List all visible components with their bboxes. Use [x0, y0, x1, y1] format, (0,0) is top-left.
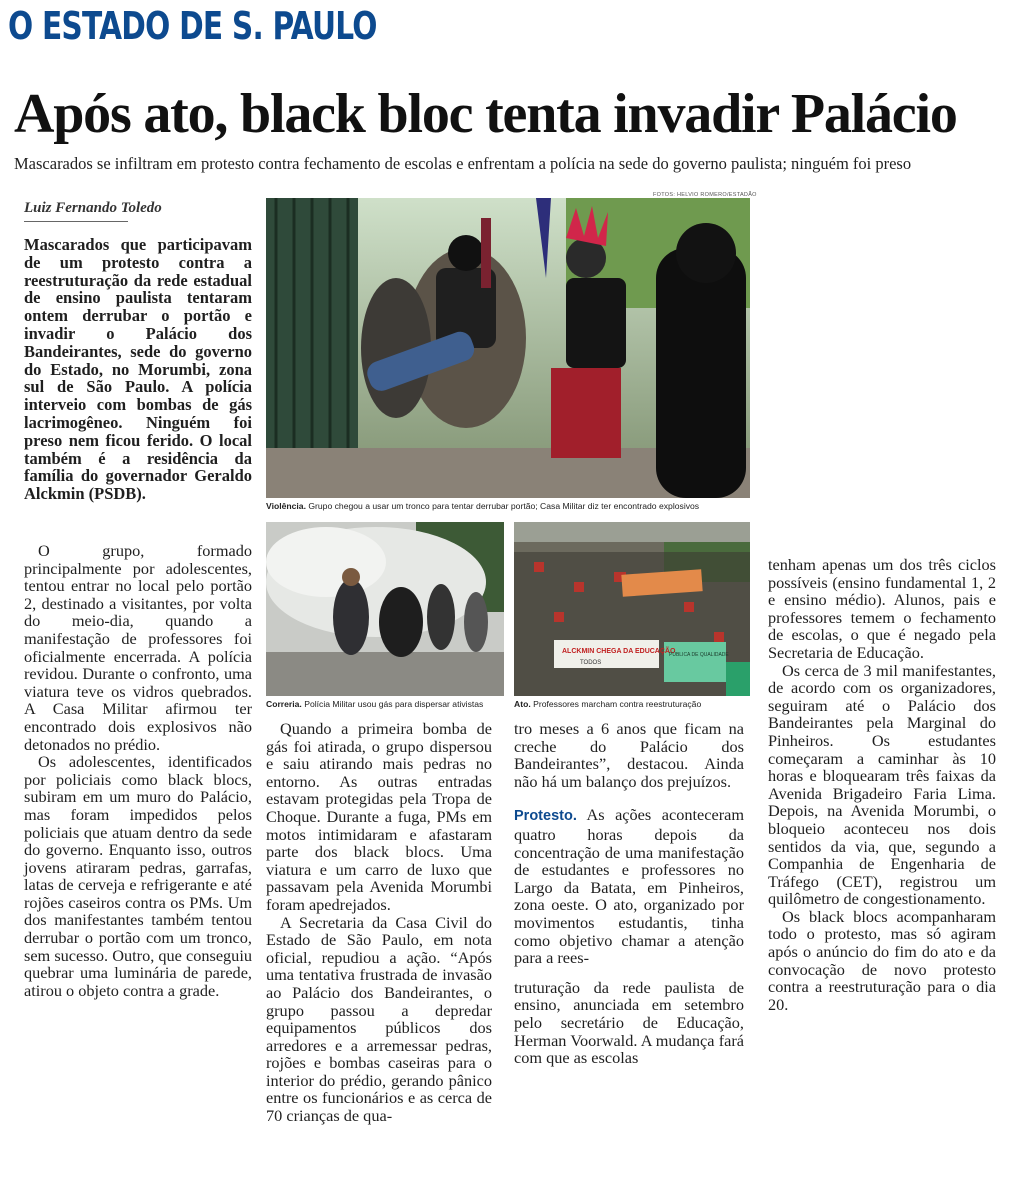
col2-paragraph-1: Quando a primeira bomba de gás foi atirada, o grupo dispersou e saiu atirando mais pedras no entorno. As outras entradas estavam protegidas pela Tropa de Choque. Durante a fuga, PMs em motos intimidaram e afastaram parte dos black blocs. Uma viatura e um carro de luxo que passavam pela Avenida Morumbi foram apedrejados.: [266, 719, 492, 914]
right-caption-label: Ato.: [514, 699, 531, 709]
masthead: O ESTADO DE S. PAULO: [8, 4, 377, 48]
col4-paragraph-3: Os black blocs acompanharam todo o protesto, mas só agiram após o anúncio do fim do ato e da convocação de novo protesto contra a reestruturação para o dia 20.: [768, 906, 996, 1014]
main-photo-image: [266, 198, 750, 498]
col3-section: [514, 806, 744, 966]
right-photo-caption: [514, 699, 701, 709]
right-photo: [514, 522, 750, 696]
column-3: [514, 720, 744, 1067]
left-caption-label: Correria.: [266, 699, 302, 709]
section-title: Protesto.: [514, 808, 577, 825]
col4-paragraph-2: Os cerca de 3 mil manifestantes, de acordo com os organizadores, seguiram até o Palácio dos Bandeirantes pela Marginal do Pinheiros. Os estudantes começaram a caminhar às 10 horas e bloquearam três faixas da Avenida Brigadeiro Faria Lima. Depois, na Avenida Morumbi, o bloqueio aconteceu nos dois sentidos da via, que, segundo a Companhia de Engenharia de Tráfego (CET), registrou um quilômetro de congestionamento.: [768, 660, 996, 909]
subheadline: Mascarados se infiltram em protesto contra fechamento de escolas e enfrentam a polícia na sede do governo paulista; ninguém foi preso: [14, 154, 912, 173]
left-caption-text: Polícia Militar usou gás para dispersar ativistas: [304, 699, 484, 709]
right-photo-sign-3: TODOS: [580, 660, 602, 666]
photo-credit: FOTOS: HELVIO ROMERO/ESTADÃO: [653, 192, 757, 198]
col4-paragraph-1: tenham apenas um dos três ciclos possíveis (ensino fundamental 1, 2 e ensino médio). Alunos, pais e professores temem o fechamento de escolas, o que é negado pela Secretaria de Educação.: [768, 555, 996, 662]
byline-rule: [24, 221, 128, 222]
right-photo-sign-1: ALCKMIN CHEGA DA EDUCAÇÃO: [562, 648, 676, 655]
column-1: [24, 542, 252, 999]
col1-paragraph-2: Os adolescentes, identificados por policiais como black blocs, subiram em um muro do Palácio, mas foram impedidos pelos policiais que atuam dentro da sede do governo. Enquanto isso, outros jovens atiraram pedras, garrafas, latas de cerveja e refrigerante e até rojões caseiros contra os PMs. Um dos manifestantes também tentou derrubar o portão com um tronco, sem sucesso. Outro, que conseguiu quebrar uma luminária de parede, atirou o objeto contra a grade.: [24, 752, 252, 1000]
right-photo-sign-2: PÚBLICA DE QUALIDADE: [669, 652, 729, 658]
headline: Após ato, black bloc tenta invadir Palácio: [14, 83, 957, 145]
main-photo-caption: [266, 501, 699, 511]
left-photo-image: [266, 522, 504, 696]
right-photo-image: [514, 522, 750, 696]
byline: Luiz Fernando Toledo: [24, 200, 162, 216]
column-4: [768, 556, 996, 1013]
lead-text: Mascarados que participavam de um protesto contra a reestruturação da rede estadual de ensino paulista tentaram ontem derrubar o portão e invadir o Palácio dos Bandeirantes, sede do governo do Estado, no Morumbi, zona sul de São Paulo. A polícia interveio com bombas de gás lacrimogêneo. Ninguém foi preso nem ficou ferido. O local também é a residência da família do governador Geraldo Alckmin (PSDB).: [24, 235, 252, 504]
col2-paragraph-2: A Secretaria da Casa Civil do Estado de São Paulo, em nota oficial, repudiou a ação. “Após uma tentativa frustrada de invasão ao Palácio dos Bandeirantes, o grupo passou a depredar equipamentos públicos dos arredores e a arremessar pedras, rojões e bombas caseiras para o interior do prédio, gerando pânico entre os funcionários e as cerca de 70 crianças de qua-: [266, 912, 492, 1126]
left-photo-caption: [266, 699, 483, 709]
col3-bottom-text: truturação da rede paulista de ensino, anunciada em setembro pelo secretário de Educação, Herman Voorwald. A mudança fará com que as escolas: [514, 977, 744, 1068]
column-2: [266, 720, 492, 1125]
col3-section-text: As ações aconteceram quatro horas depois da concentração de uma manifestação de estudantes e professores no Largo da Batata, em Pinheiros, zona oeste. O ato, organizado por movimentos estudantis, tinha como objetivo chamar a atenção para a rees-: [514, 805, 745, 968]
col3-top-text: tro meses a 6 anos que ficam na creche do Palácio dos Bandeirantes”, destacou. Ainda não há um balanço dos prejuízos.: [514, 719, 744, 791]
main-caption-text: Grupo chegou a usar um tronco para tentar derrubar portão; Casa Militar diz ter encontrado explosivos: [308, 501, 700, 511]
lead-paragraph: [24, 236, 252, 503]
main-caption-label: Violência.: [266, 501, 306, 511]
main-photo: [266, 198, 750, 498]
left-photo: [266, 522, 504, 696]
right-caption-text: Professores marcham contra reestruturação: [533, 699, 702, 709]
col1-paragraph-1: O grupo, formado principalmente por adolescentes, tentou entrar no local pelo portão 2, destinado a visitantes, por volta do meio-dia, quando a manifestação de professores foi oficialmente encerrada. A polícia revidou. Durante o confronto, uma viatura teve os vidros quebrados. A Casa Militar afirmou ter encontrado dois explosivos não detonados no prédio.: [24, 541, 252, 754]
